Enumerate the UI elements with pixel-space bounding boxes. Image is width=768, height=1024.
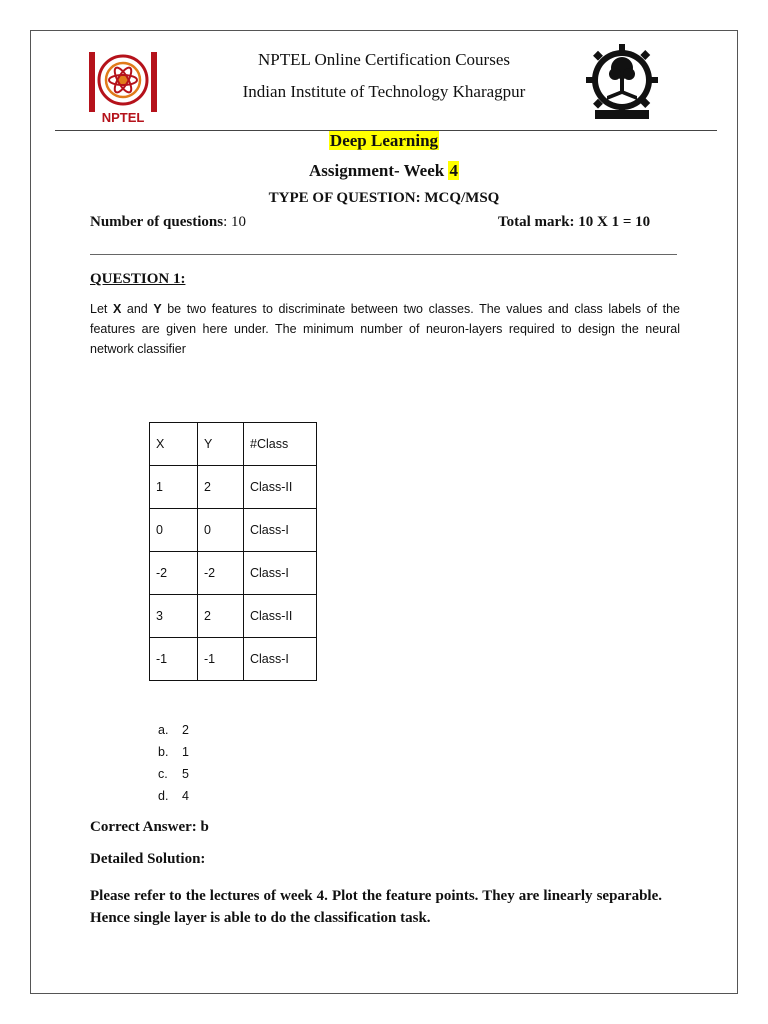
week-number: 4 [449, 161, 458, 180]
table-row [150, 509, 317, 552]
table-cell: 1 [150, 466, 198, 509]
option-value: 5 [182, 767, 189, 781]
header-line-2: Indian Institute of Technology Kharagpur [242, 82, 526, 101]
solution-text: Please refer to the lectures of week 4. Plot the feature points. They are linearly separable. Hence single layer is able to do the classification task. [90, 888, 662, 926]
table-header-cell: #Class [244, 423, 317, 466]
table-header-cell: Y [198, 423, 244, 466]
feature-y: Y [153, 302, 162, 316]
option-a [158, 719, 189, 741]
question-text [90, 299, 680, 359]
option-b [158, 741, 189, 763]
table-row [150, 638, 317, 681]
table-header-row [150, 423, 317, 466]
option-d [158, 785, 189, 807]
detailed-solution-label: Detailed Solution: [90, 851, 206, 867]
table-cell: 3 [150, 595, 198, 638]
num-questions-value: : 10 [223, 214, 246, 230]
table-cell: Class-I [244, 638, 317, 681]
iit-kharagpur-emblem-icon [585, 42, 660, 122]
question-text-part: and [121, 302, 154, 316]
table-cell: Class-I [244, 552, 317, 595]
option-value: 1 [182, 745, 189, 759]
feature-table [149, 422, 317, 681]
title-highlight: Deep Learning [329, 131, 439, 150]
table-cell: Class-I [244, 509, 317, 552]
page-title [0, 131, 768, 151]
table-cell: Class-II [244, 466, 317, 509]
total-mark: Total mark: 10 X 1 = 10 [498, 214, 651, 230]
nptel-logo-text: NPTEL [101, 110, 145, 125]
option-letter: c. [158, 767, 168, 781]
option-letter: d. [158, 789, 169, 803]
option-value: 2 [182, 723, 189, 737]
table-row [150, 466, 317, 509]
table-row [150, 595, 317, 638]
table-cell: Class-II [244, 595, 317, 638]
table-header-cell: X [150, 423, 198, 466]
answer-options [158, 719, 189, 807]
correct-answer: Correct Answer: b [90, 819, 209, 835]
table-cell: 0 [150, 509, 198, 552]
option-letter: b. [158, 745, 169, 759]
option-letter: a. [158, 723, 169, 737]
option-c [158, 763, 189, 785]
question-heading: QUESTION 1: [90, 271, 186, 287]
separator-line [90, 254, 677, 255]
table-cell: -2 [150, 552, 198, 595]
question-text-part: be two features to discriminate between two classes. The values and class labels of the features are given here under. The minimum number of neuron-layers required to design the neural network classifier [90, 302, 680, 356]
num-questions-label: Number of questions [90, 214, 224, 230]
table-cell: 2 [198, 466, 244, 509]
header-line-1: NPTEL Online Certification Courses [258, 50, 510, 69]
question-text-part: Let [90, 302, 113, 316]
option-value: 4 [182, 789, 189, 803]
table-cell: -1 [198, 638, 244, 681]
table-row [150, 552, 317, 595]
table-cell: -1 [150, 638, 198, 681]
table-cell: -2 [198, 552, 244, 595]
number-of-questions [90, 214, 246, 231]
table-cell: 0 [198, 509, 244, 552]
assignment-subtitle [0, 161, 768, 181]
table-cell: 2 [198, 595, 244, 638]
feature-x: X [112, 302, 122, 316]
question-type: TYPE OF QUESTION: MCQ/MSQ [268, 190, 500, 206]
subtitle-prefix: Assignment- Week [309, 161, 449, 180]
